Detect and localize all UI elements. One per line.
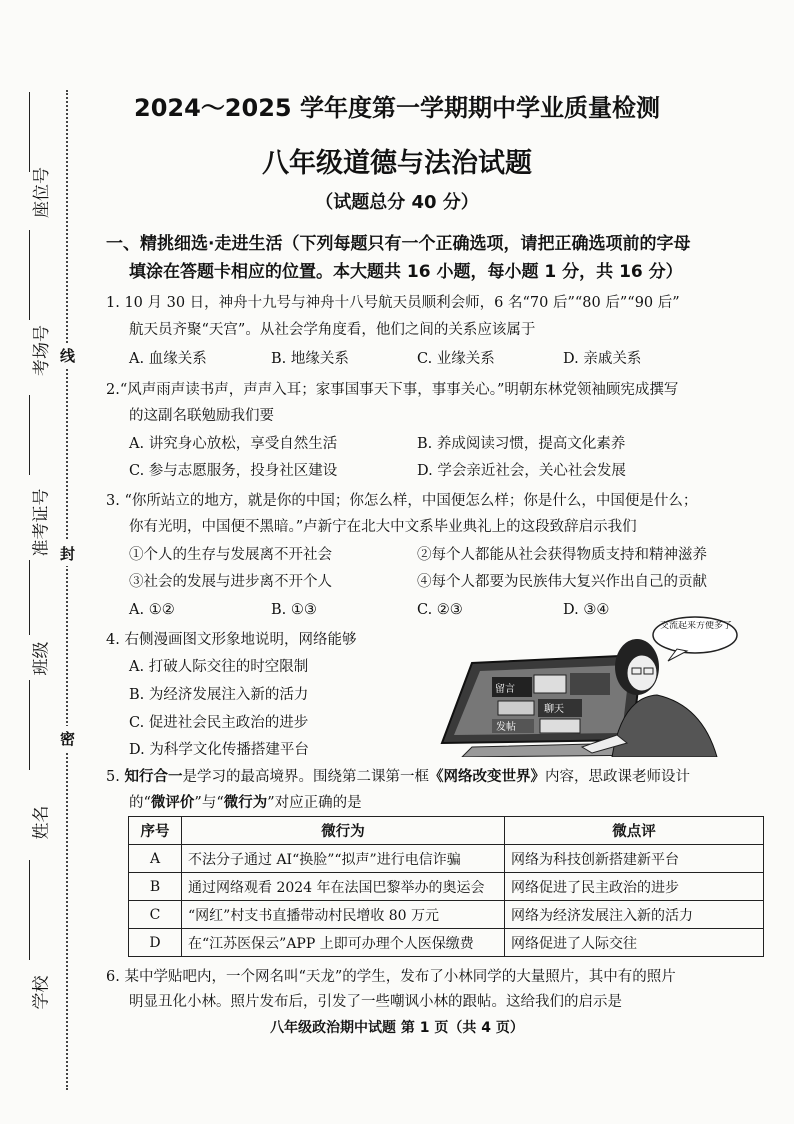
school-line — [29, 860, 30, 960]
name-line — [29, 680, 30, 770]
q1-option-c: C. 业缘关系 — [417, 351, 495, 367]
school-label: 学校 — [31, 975, 52, 1010]
q5-row-c-behavior: “网红”村支书直播带动村民增收 80 万元 — [182, 901, 505, 929]
q5-row-d-comment: 网络促进了人际交往 — [505, 929, 764, 957]
q2-option-d: D. 学会亲近社会，关心社会发展 — [417, 463, 626, 479]
q4-option-b: B. 为经济发展注入新的活力 — [129, 687, 309, 703]
q5-stem-end: 内容，思政课老师设计 — [544, 769, 690, 785]
q5-header-comment: 微点评 — [505, 817, 764, 845]
exam-room-label: 考场号 — [32, 325, 52, 376]
q5-stem-line1 — [106, 766, 690, 788]
q5-row-b-behavior: 通过网络观看 2024 年在法国巴黎举办的奥运会 — [182, 873, 505, 901]
q3-option-a: A. ①② — [129, 602, 175, 618]
table-row — [129, 929, 764, 957]
q5-keyword-4: 微行为 — [223, 794, 268, 811]
q5-stem2-a: 的“ — [129, 795, 151, 811]
section1-line2: 填涂在答题卡相应的位置。本大题共 16 小题，每小题 1 分，共 16 分） — [129, 262, 683, 282]
q3-option-d: D. ③④ — [563, 602, 610, 618]
q5-row-a-behavior: 不法分子通过 AI“换脸”“拟声”进行电信诈骗 — [182, 845, 505, 873]
q2-stem-line2: 的这副名联勉励我们要 — [129, 408, 274, 424]
q5-row-c-comment: 网络为经济发展注入新的活力 — [505, 901, 764, 929]
q2-option-b: B. 养成阅读习惯，提高文化素养 — [417, 436, 626, 452]
exam-room-line — [29, 230, 30, 320]
cartoon-tab-message: 留言 — [495, 684, 515, 695]
admission-number-line — [29, 395, 30, 475]
q4-option-d: D. 为科学文化传播搭建平台 — [129, 742, 309, 758]
q2-option-a: A. 讲究身心放松，享受自然生活 — [129, 436, 338, 452]
seat-number-label: 座位号 — [32, 167, 52, 218]
q5-header-no: 序号 — [129, 817, 182, 845]
table-row — [129, 873, 764, 901]
q5-stem-mid: 是学习的最高境界。围绕第二课第一框 — [182, 769, 429, 785]
cut-mark-secret: 密 — [60, 726, 75, 751]
q6-stem-line1: 6. 某中学贴吧内，一个网名叫“天龙”的学生，发布了小林同学的大量照片，其中有的照片 — [106, 969, 676, 985]
total-score: （试题总分 40 分） — [315, 192, 479, 213]
cut-mark-line: 线 — [60, 343, 75, 368]
q5-table-header — [129, 817, 764, 845]
q4-stem: 4. 右侧漫画图文形象地说明，网络能够 — [106, 632, 357, 648]
q2-option-c: C. 参与志愿服务，投身社区建设 — [129, 463, 338, 479]
q1-stem-line2: 航天员齐聚“天宫”。从社会学角度看，他们之间的关系应该属于 — [129, 322, 536, 338]
q5-row-b-no: B — [129, 873, 182, 901]
q4-option-c: C. 促进社会民主政治的进步 — [129, 715, 309, 731]
q5-row-d-behavior: 在“江苏医保云”APP 上即可办理个人医保缴费 — [182, 929, 505, 957]
q5-row-a-comment: 网络为科技创新搭建新平台 — [505, 845, 764, 873]
cartoon-bubble-text: 交流起来方便多了 — [660, 621, 732, 631]
q5-header-behavior: 微行为 — [182, 817, 505, 845]
q3-statement-3: ③社会的发展与进步离不开个人 — [129, 574, 332, 590]
exam-title: 2024～2025 学年度第一学期期中学业质量检测 — [134, 94, 660, 122]
admission-number-label: 准考证号 — [31, 488, 52, 557]
class-label: 班级 — [31, 641, 52, 676]
page-footer: 八年级政治期中试题 第 1 页（共 4 页） — [270, 1020, 524, 1036]
q5-table — [128, 816, 764, 957]
class-line — [29, 560, 30, 635]
section1-line1: 一、精挑细选·走进生活（下列每题只有一个正确选项，请把正确选项前的字母 — [106, 234, 691, 254]
q1-option-a: A. 血缘关系 — [129, 351, 207, 367]
binding-dotted-line — [66, 90, 68, 1090]
q5-row-c-no: C — [129, 901, 182, 929]
subject-title: 八年级道德与法治试题 — [262, 148, 532, 179]
q5-row-a-no: A — [129, 845, 182, 873]
q5-row-b-comment: 网络促进了民主政治的进步 — [505, 873, 764, 901]
table-row — [129, 901, 764, 929]
q4-option-a: A. 打破人际交往的时空限制 — [129, 659, 309, 675]
q5-stem-line2 — [129, 792, 362, 814]
q3-option-b: B. ①③ — [271, 602, 317, 618]
q1-stem-line1: 1. 10 月 30 日，神舟十九号与神舟十八号航天员顺利会师，6 名“70 后”“80 后”“90 后” — [106, 295, 680, 311]
q2-stem-line1: 2.“风声雨声读书声，声声入耳；家事国事天下事，事事关心。”明朝东林党领袖顾宪成撰写 — [106, 382, 679, 398]
q3-option-c: C. ②③ — [417, 602, 463, 618]
cartoon-tab-post: 发帖 — [496, 722, 516, 733]
q3-statement-2: ②每个人都能从社会获得物质支持和精神滋养 — [417, 547, 707, 563]
q3-statement-4: ④每个人都要为民族伟大复兴作出自己的贡献 — [417, 574, 707, 590]
table-row — [129, 845, 764, 873]
q5-stem2-b: ”与“ — [194, 795, 224, 811]
cartoon-tab-chat: 聊天 — [544, 704, 564, 715]
name-label: 姓名 — [31, 805, 52, 840]
q6-stem-line2: 明显丑化小林。照片发布后，引发了一些嘲讽小林的跟帖。这给我们的启示是 — [129, 994, 622, 1010]
q5-keyword-3: 微评价 — [150, 794, 195, 811]
q1-option-d: D. 亲戚关系 — [563, 351, 642, 367]
q4-cartoon — [432, 615, 762, 757]
q1-option-b: B. 地缘关系 — [271, 351, 349, 367]
cartoon-illustration — [432, 615, 762, 757]
q3-stem-line1: 3. “你所站立的地方，就是你的中国；你怎么样，中国便怎么样；你是什么，中国便是什么； — [106, 493, 698, 509]
q5-number: 5. — [106, 769, 120, 785]
q5-row-d-no: D — [129, 929, 182, 957]
q5-keyword-1: 知行合一 — [124, 768, 183, 785]
cut-mark-seal: 封 — [60, 541, 75, 566]
q3-stem-line2: 你有光明，中国便不黑暗。”卢新宁在北大中文系毕业典礼上的这段致辞启示我们 — [129, 519, 637, 535]
q5-stem2-c: ”对应正确的是 — [267, 795, 362, 811]
q3-statement-1: ①个人的生存与发展离不开社会 — [129, 547, 332, 563]
q5-keyword-2: 《网络改变世界》 — [428, 768, 545, 785]
